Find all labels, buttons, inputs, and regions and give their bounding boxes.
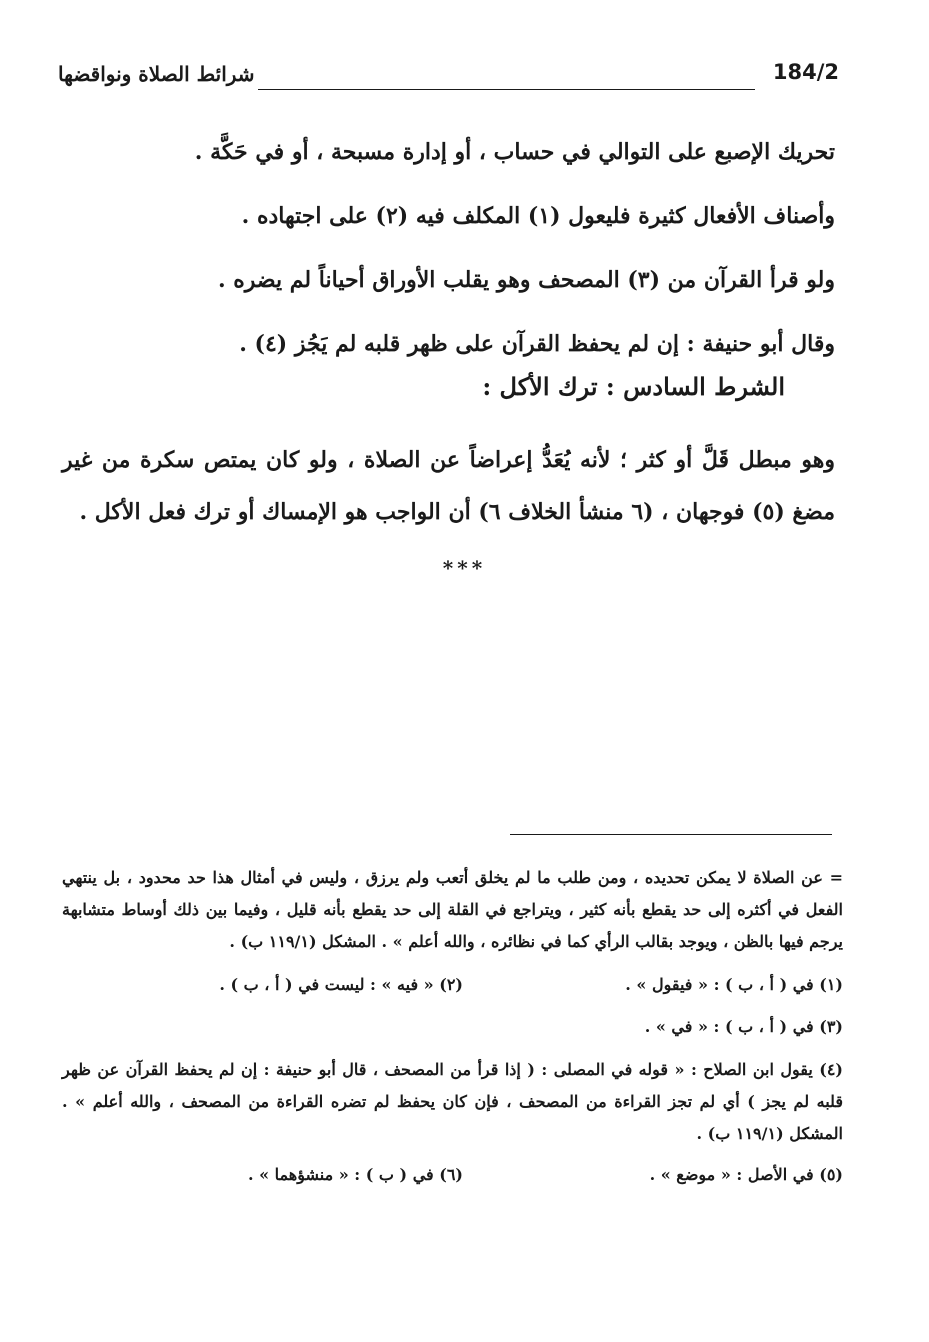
main-text — [62, 120, 835, 376]
running-title: شرائط الصلاة ونواقضها — [58, 62, 255, 86]
footnote-4: (٤) يقول ابن الصلاح : « قوله في المصلى : ( إذا قرأ من المصحف ، قال أبو حنيفة : إن لم يحفظ القرآن عن ظهر قلبه لم يجز ) أي لم تجز القراءة من المصحف ، فإن كان يحفظ لم تضره القراءة من المصحف ، والله أعلم » . المشكل (١١٩/١ ب) . — [62, 1060, 844, 1143]
text-line: ولو قرأ القرآن من (٣) المصحف وهو يقلب الأوراق أحياناً لم يضره . — [217, 267, 835, 293]
page-number: 184/2 — [772, 60, 839, 84]
footnote-row — [62, 1154, 843, 1196]
page-header — [58, 58, 839, 94]
footnote-2: (٢) « فيه » : ليست في ( أ ، ب ) . — [219, 975, 463, 994]
text-line: تحريك الإصبع على التوالي في حساب ، أو إدارة مسبحة ، أو في حَكَّة . — [194, 139, 835, 165]
footnote-5: (٥) في الأصل : « موضع » . — [649, 1165, 843, 1184]
text-line: وقال أبو حنيفة : إن لم يحفظ القرآن على ظهر قلبه لم يَجُز (٤) . — [239, 331, 835, 357]
footnotes — [62, 862, 843, 1196]
footnote-3: (٣) في ( أ ، ب ) : « في » . — [644, 1017, 843, 1036]
paragraph-text: وهو مبطل قَلَّ أو كثر ؛ لأنه يُعَدُّ إعراضاً عن الصلاة ، ولو كان يمتص سكرة من غير مضغ (٥) فوجهان ، (٦ منشأ الخلاف ٦) أن الواجب هو الإمساك أو ترك فعل الأكل . — [62, 447, 835, 525]
footnote-row — [62, 964, 843, 1006]
footnote-continuation: = عن الصلاة لا يمكن تحديده ، ومن طلب ما لم يخلق أتعب ولم يرزق ، وليس في أمثال هذا حد محدود ، بل ينتهي الفعل في أكثره إلى حد يقطع بأنه كثير ، ويتراجع في القلة إلى حد يقطع بأنه قليل ، وفيما بين ذلك أوساط متشابهة يرجم فيها بالظن ، ويوجد بقالب الرأي كما في نظائره ، والله أعلم » . المشكل (١١٩/١ ب) . — [62, 868, 843, 951]
footnote-6: (٦) في ( ب ) : « منشؤهما » . — [247, 1165, 463, 1184]
footnote-1: (١) في ( أ ، ب ) : « فيقول » . — [625, 975, 843, 994]
footnote-rule — [510, 834, 832, 835]
section-heading: الشرط السادس : ترك الأكل : — [482, 372, 785, 401]
section-paragraph — [62, 434, 835, 538]
text-line: وأصناف الأفعال كثيرة فليعول (١) المكلف فيه (٢) على اجتهاده . — [241, 203, 835, 229]
section-separator: *** — [442, 556, 487, 580]
header-rule — [258, 89, 755, 90]
